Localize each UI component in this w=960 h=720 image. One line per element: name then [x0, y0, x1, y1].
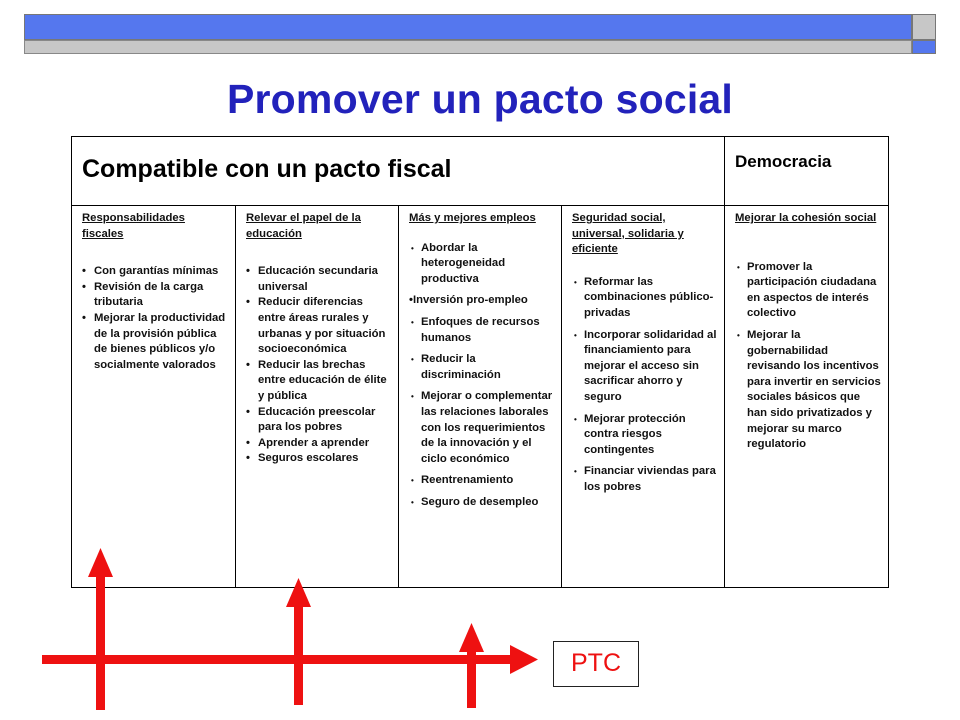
- corner-square-gray: [912, 14, 936, 40]
- column-education: [236, 206, 399, 587]
- list-item: • Reducir las brechas entre educación de élite y pública: [246, 358, 387, 402]
- list-item: • Incorporar solidaridad al financiamiento para mejorar el acceso sin sacrificar ahorro y seguro: [574, 328, 717, 403]
- list-item: • Mejorar protección contra riesgos contingentes: [574, 412, 686, 456]
- list-item: • Mejorar la productividad de la provisión pública de bienes públicos y/o socialmente valorados: [82, 311, 226, 371]
- column-heading: Más y mejores empleos: [409, 212, 536, 224]
- list-item: • Educación preescolar para los pobres: [246, 405, 376, 434]
- list-item: • Enfoques de recursos humanos: [411, 315, 540, 344]
- ptc-label-box: [553, 641, 639, 687]
- column-employment: [399, 206, 562, 587]
- list-item: • Financiar viviendas para los pobres: [574, 465, 716, 493]
- top-bar-blue: [24, 14, 912, 40]
- column-heading: Responsabilidades fiscales: [82, 212, 185, 240]
- vertical-arrow-2-shaft: [294, 605, 303, 705]
- list-item: • Reducir la discriminación: [411, 353, 501, 381]
- list-item: • Revisión de la carga tributaria: [82, 280, 204, 309]
- list-item: • Reformar las combinaciones público-privadas: [574, 275, 714, 319]
- column-social-security: [562, 206, 725, 587]
- list-item: • Seguro de desempleo: [411, 495, 539, 508]
- list-item: • Mejorar la gobernabilidad revisando los incentivos para invertir en servicios sociales básicos que han sido privatizados y mejorar su marco regulatorio: [737, 328, 881, 451]
- corner-square-blue: [912, 40, 936, 54]
- top-bar-gray: [24, 40, 912, 54]
- list-item: • Aprender a aprender: [246, 436, 370, 449]
- vertical-arrow-3-shaft: [467, 650, 476, 708]
- list-item: • Mejorar o complementar las relaciones laborales con los requerimientos de la innovación y el ciclo económico: [411, 390, 553, 465]
- column-heading: Seguridad social, universal, solidaria y eficiente: [572, 212, 684, 256]
- list-item: • Seguros escolares: [246, 452, 359, 465]
- column-heading: Mejorar la cohesión social: [735, 212, 877, 224]
- column-heading: Relevar el papel de la educación: [246, 212, 361, 240]
- list-item: • Abordar la heterogeneidad productiva: [411, 241, 506, 285]
- vertical-arrow-1-shaft: [96, 575, 105, 710]
- header-cell-democracy: [725, 137, 888, 206]
- column-fiscal-responsibilities: [72, 206, 236, 587]
- list-item: • Educación secundaria universal: [246, 265, 378, 293]
- horizontal-arrowhead: [510, 645, 538, 674]
- list-item: •Inversión pro-empleo: [409, 294, 528, 307]
- header-cell-fiscal-pact: [72, 137, 725, 206]
- header-fiscal-pact-label: Compatible con un pacto fiscal: [82, 155, 452, 183]
- list-item: • Reentrenamiento: [411, 474, 514, 487]
- list-item: • Con garantías mínimas: [82, 265, 219, 278]
- horizontal-arrow-shaft: [42, 655, 512, 664]
- column-social-cohesion: [725, 206, 888, 587]
- list-item: • Reducir diferencias entre áreas rurales y urbanas y por situación socioeconómica: [246, 296, 386, 356]
- vertical-arrow-3-head: [459, 623, 484, 652]
- ptc-label: PTC: [571, 649, 621, 677]
- header-democracy-label: Democracia: [735, 152, 832, 171]
- pact-table: [71, 136, 889, 588]
- list-item: • Promover la participación ciudadana en aspectos de interés colectivo: [737, 260, 877, 320]
- slide-title: Promover un pacto social: [226, 76, 734, 122]
